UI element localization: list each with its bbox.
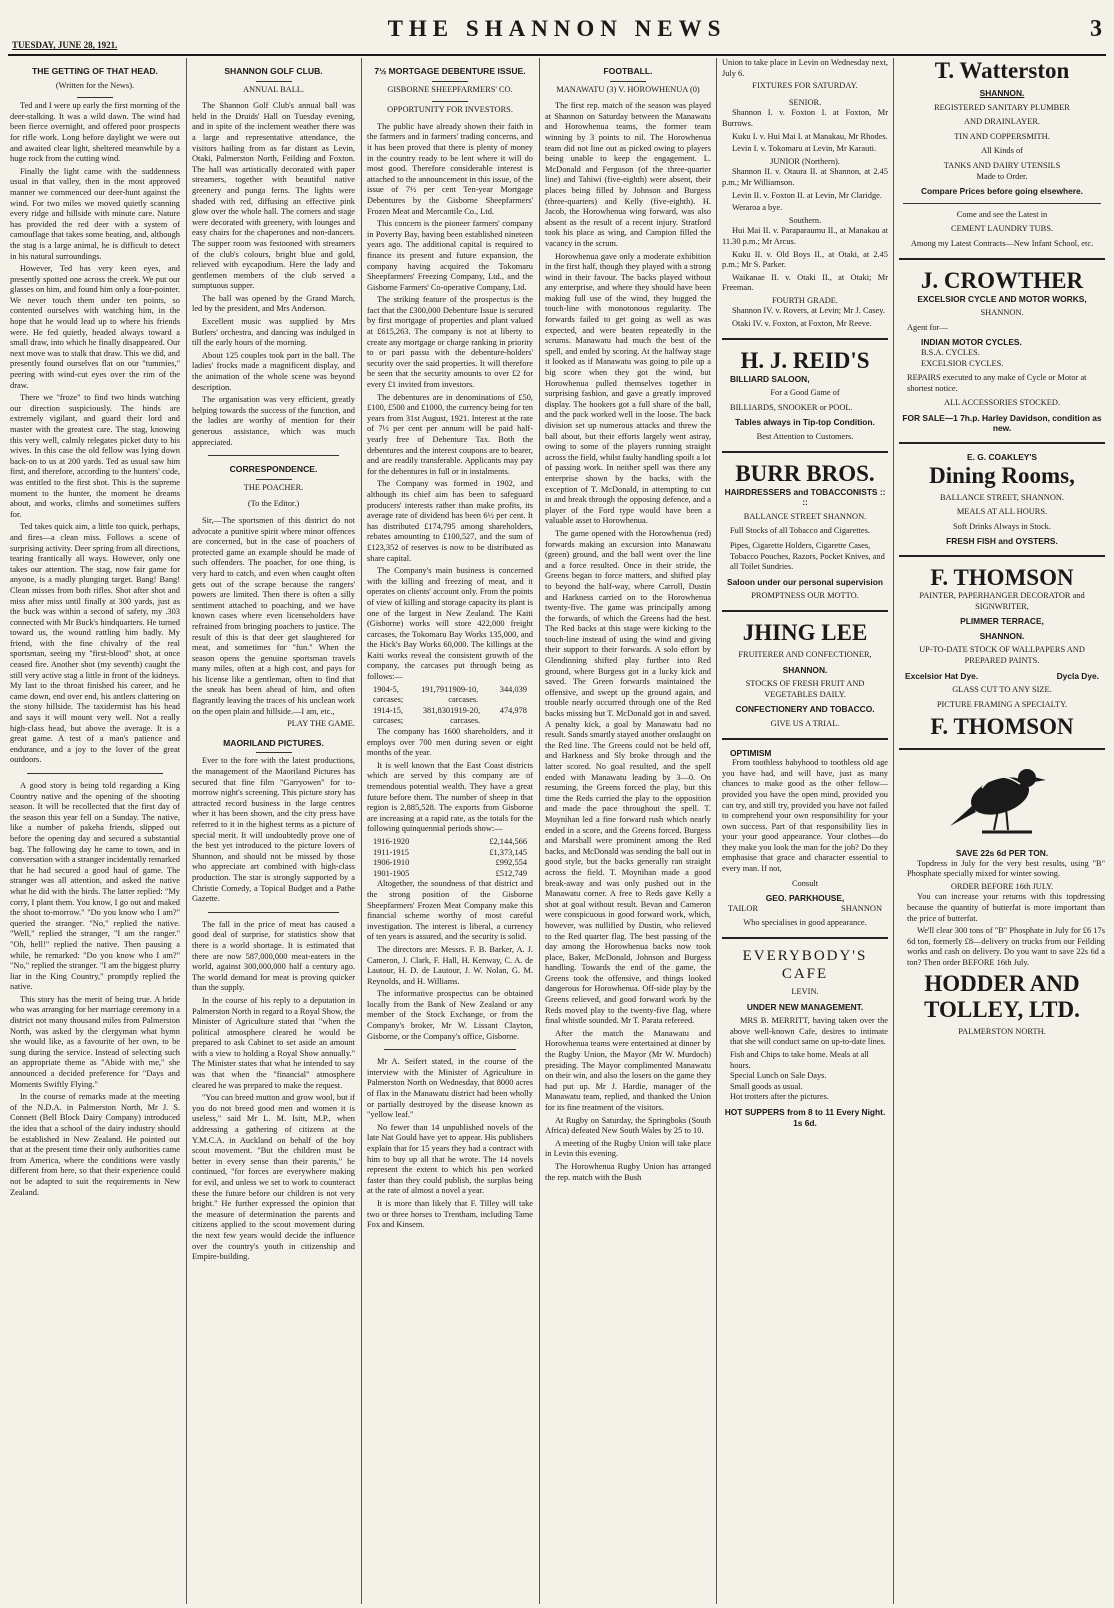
- ad-line: SHANNON.: [979, 630, 1025, 641]
- ad-line: Consult: [791, 878, 819, 888]
- ad-line: For a Good Game of: [770, 388, 840, 398]
- letter-signature: PLAY THE GAME.: [287, 719, 355, 729]
- ad-line: EXCELSIOR CYCLE AND MOTOR WORKS,: [917, 293, 1087, 304]
- ad-line: GIVE US A TRIAL.: [770, 718, 840, 728]
- paragraph: The Horowhenua Rugby Union has arranged the rep. match with the Bush: [545, 1161, 711, 1182]
- paragraph: The company has 1600 shareholders, and it employs over 700 men during seven or eight months of the year.: [367, 727, 533, 758]
- paragraph: A good story is being told regarding a King Country native and the opening of the shooting season. It will be recollected that the first day of the season this year fell on a Sunday. The native, like a number of pakeha friends, slipped out before the opening day and secured a substantial bag. The following day he came to town, and in conversation with a stranger incidentally remarked that he had secured a good haul of game. The stranger was all attention, and asked the native what he did with the birds. The latter replied: "My corry, I plant them. You know, I go out and maked the shoot to-morrow." "Do you know who I am?" queried the stranger. "No," replied the native. "Well," replied the stranger, "I am the ranger." "Oh, hell!" replied the native. Then pausing a while, he remarked: "Do you know who I am?" "No," replied the stranger. "I am the biggest plurry liar in the King Country," promptly replied the native.: [10, 781, 180, 992]
- column-2: [192, 58, 355, 1604]
- column-4: [545, 58, 711, 1604]
- ad-body: You can increase your returns with this topdressing because the quantity of butterfat is more important than the price of butterfat.: [907, 892, 1105, 923]
- paragraph: It is well known that the East Coast districts which are served by this company are of tremendous potential wealth. They have a great future before them. The number of sheep in that region is 2,885,528. The exports from Gisborne are increasing at a rapid rate, as the totals for the following quinquennial periods show:—: [367, 760, 533, 834]
- paragraph: Mr A. Seifert stated, in the course of the interview with the Minister of Agriculture in Palmerston North on Wednesday, that 8000 acres of flax in the Manawatu district had been wholly or partially destroyed by the disease known as "yellow leaf.": [367, 1057, 533, 1120]
- column-3: [367, 58, 533, 1604]
- ad-body: Topdress in July for the very best results, using "B" Phosphate specially mixed for winter sowing.: [907, 858, 1105, 879]
- ad-line: LEVIN.: [791, 987, 819, 997]
- paragraph: The organisation was very efficient, greatly helping towards the success of the function, and the ladies are worthy of mention for their generous assistance, which was much appreciated.: [192, 395, 355, 447]
- fixture: Weraroa a bye.: [732, 203, 783, 213]
- ad-line: PALMERSTON NORTH.: [958, 1026, 1046, 1036]
- crowther-ad: [899, 268, 1105, 435]
- grade-heading: FOURTH GRADE.: [771, 295, 839, 305]
- article-headline: 7½ MORTGAGE DEBENTURE ISSUE.: [374, 66, 526, 76]
- ad-line: Who specialises in good appearance.: [743, 918, 867, 928]
- column-rule: [186, 58, 187, 1604]
- masthead-rule: [8, 54, 1106, 56]
- bird-illustration-icon: [942, 758, 1062, 844]
- ad-line: Excelsior Hat Dye. Dycla Dye.: [905, 670, 1099, 681]
- ad-line: B.S.A. CYCLES.: [921, 347, 980, 357]
- advertiser-name: BURR BROS.: [735, 460, 875, 486]
- paragraph: Finally the light came with the suddenness usual in that valley, then in the most approved manner we commenced our deer-hunt against the wind. For two miles we moved quietly scanning every ridge and hillside with minute care. Nature has provided the red deer with a system of camouflage that takes some beating, and, although the stag is a large animal, he is difficult to detect in his natural surroundings.: [10, 166, 180, 261]
- ad-line: All Kinds of: [981, 146, 1023, 156]
- ad-rule: [722, 451, 888, 453]
- grade-heading: Southern.: [788, 215, 822, 225]
- ad-line: BILLIARD SALOON,: [730, 373, 810, 384]
- article-headline: SHANNON GOLF CLUB.: [224, 66, 323, 76]
- ad-line: Fish and Chips to take home. Meals at all hours.: [730, 1050, 869, 1070]
- ad-line: STOCKS OF FRESH FRUIT AND VEGETABLES DAILY.: [745, 679, 865, 699]
- ad-line: Pipes, Cigarette Holders, Cigarette Cases, Tobacco Pouches, Razors, Pocket Knives, and all Toilet Sundries.: [730, 541, 885, 572]
- divider: [903, 203, 1101, 204]
- divider: [256, 479, 292, 480]
- ad-line: Among my Latest Contracts—New Infant School, etc.: [910, 238, 1094, 248]
- paragraph: The striking feature of the prospectus is the fact that the £300,000 Debenture Issue is secured by first mortgage of properties and plant valued at £615,263. The company is not at liberty to create any mortgage or charge ranking in priority to or pari passu with the debenture-holders' security over the said properties. It will therefore be seen that the security amounts to over £2 for every £1 invited from investors.: [367, 295, 533, 390]
- paragraph: In the course of remarks made at the meeting of the N.D.A. in Palmerston North, Mr J. S. Connett (Bell Block Dairy Company) introduced the idea that a school of the dairy industry should be established in New Zealand. He pointed out that at the present time their only authorities came from America, where the conditions were vastly different from here, so that their experience could not be adapted to suit the requirements in New Zealand.: [10, 1092, 180, 1197]
- ad-body: MRS B. MERRITT, having taken over the above well-known Cafe, desires to intimate that she will conduct same on up-to-date lines.: [730, 1016, 888, 1047]
- ad-line: SHANNON.: [979, 88, 1025, 98]
- ad-line: Small goods as usual.: [730, 1081, 803, 1091]
- ad-line: HOT SUPPERS from 8 to 11 Every Night. 1s 6d.: [724, 1106, 886, 1128]
- paragraph: Excellent music was supplied by Mrs Butlers' orchestra, and dancing was indulged in till the early hours of the morning.: [192, 317, 355, 348]
- hodder-tolley-ad: [899, 758, 1105, 1037]
- ad-line: FOR SALE—1 7h.p. Harley Davidson, condition as new.: [902, 412, 1102, 434]
- ad-line: BILLIARDS, SNOOKER or POOL.: [730, 402, 853, 412]
- issue-date: TUESDAY, JUNE 28, 1921.: [12, 40, 118, 50]
- paragraph: It is more than likely that F. Tilley will take two or three horses to Trentham, including Tame Fox and Kinsem.: [367, 1198, 533, 1230]
- article-headline: MAORILAND PICTURES.: [223, 737, 324, 748]
- article-byline: (Written for the News).: [55, 80, 135, 90]
- paragraph: The first rep. match of the season was played at Shannon on Saturday between the Manawatu and Horowhenua teams, the former team winning by 3 points to nil. The Horowhenua team did not line out as picked owing to players being unable to keep the engagement. L. McDonald and Ferguson (of the three-quarter line) and Tahiwi (five-eighth) were absent, their places being filled by Johnson and Burgess (three-quarters) and Kelly (five-eighth). H. Jacob, the Horowhenua wing forward, was also absent as the result of a recent injury. Stratford took his place as wing, and Campion filled the vacancy in the scrum.: [545, 101, 711, 248]
- paragraph: Ever to the fore with the latest productions, the management of the Maoriland Pictures has secured that fine film "Garryowen" for to-morrow night's screening. This picture story has attracted record business in the large centres wher it has been shown, and the city press have referred to it in the highest terms as a picture of special merit. It will undoubtedly prove one of the best yet introduced to the picture lovers of Shannon, and should not be missed by those who appreciate art combined with high-class production. The star is strongly supported by a Christie Comedy, a Topical Budget and a Pathe Gazette.: [192, 756, 355, 904]
- paragraph: Ted takes quick aim, a little too quick, perhaps, and fires—a clean miss. Follows a scene of surprising activity. Deer spring from all directions, tearing frantically all ways. However, only one takes our attention. The stag, now fair game for anyone, is a madly plunging target. Bang! Bang! Clean misses from both rifles. Shot after shot and miss after miss until finally at 300 yards, just as the buck was within a second of safety, my .303 connected with Mr Buck's hindquarters. He turned toward us, the wound rattling him badly. My friend, with the fine chivalry of the real sportsman, seeing my "first-blood" shot, at once ceased fire. Another shot (my seventh) caught the still very active stag a little in front of the kidneys. My last to the throat finished his career, and he came down, end over end, his antlers clattering on the stony hillside. The taxidermist has his head and says it will mount very well. Not a really high-class head, but above the average. It is a great game. A test of a man's patience and endurance, and a joy to the lover of the great outdoors.: [10, 522, 180, 765]
- divider: [432, 81, 468, 82]
- divider: [77, 97, 113, 98]
- column-rule: [893, 58, 894, 1604]
- column-1: [10, 58, 180, 1604]
- paragraph: The ball was opened by the Grand March, led by the president, and Mrs Anderson.: [192, 293, 355, 314]
- grade-heading: JUNIOR (Northern).: [770, 156, 840, 166]
- killings-row: 1914-15, 381,830 carcases; 1919-20, 474,978 carcases.: [373, 705, 527, 726]
- divider: [208, 912, 338, 913]
- thomson-ad: [899, 565, 1105, 740]
- ad-line: REPAIRS executed to any make of Cycle or Motor at shortest notice.: [907, 373, 1087, 393]
- paragraph: However, Ted has very keen eyes, and presently spotted one across the creek. We put our glasses on him, and found him only a four-pointer. We never touch them under ten points, so contented ourselves with watching him, in the hope that he would lead up to where his friends were. He fed quietly, headed always toward a small draw, into which he finally disappeared. Our next move was to stalk that draw. This we did, and presently found ourselves flat on our "tummies," peering with wind-cut eyes over the rim of the draw.: [10, 264, 180, 390]
- ad-rule: [899, 748, 1105, 750]
- ad-line: TANKS AND DAIRY UTENSILS: [943, 160, 1061, 170]
- fixture: Kuku II. v. Old Boys II., at Otaki, at 2.45 p.m.; Mr S. Parker.: [722, 249, 888, 270]
- ad-line: Special Lunch on Sale Days.: [730, 1071, 827, 1081]
- advertiser-name: H. J. REID'S: [740, 347, 870, 373]
- exports-row: 1901-1905 £512,749: [373, 868, 527, 878]
- article-subhead: MANAWATU (3) V. HOROWHENUA (0): [556, 84, 700, 94]
- article-subhead: THE POACHER.: [243, 482, 304, 492]
- advertiser-name: F. THOMSON: [930, 565, 1074, 591]
- burr-bros-ad: [722, 461, 888, 602]
- ad-line: UP-TO-DATE STOCK OF WALLPAPERS AND PREPARED PAINTS.: [919, 645, 1085, 665]
- ad-line: ALL ACCESSORIES STOCKED.: [943, 398, 1061, 408]
- fixture: Waikanae II. v. Otaki II., at Otaki; Mr Freeman.: [722, 272, 888, 293]
- newspaper-title: THE SHANNON NEWS: [387, 16, 727, 41]
- fixture: Levin II. v. Foxton II. at Levin, Mr Claridge.: [732, 190, 882, 200]
- column-rule: [361, 58, 362, 1604]
- paragraph: This concern is the pioneer farmers' company in Poverty Bay, having been established nineteen years ago. The additional capital is required to finance its present and future expansion, the company having acquired the Tokomaru Sheepfarmers' Freezing Company, Ltd., and the Gisborne Farmers' Co-operative Company, Ltd.: [367, 219, 533, 292]
- ad-line: CONFECTIONERY AND TOBACCO.: [735, 704, 875, 715]
- ad-line: AND DRAINLAYER.: [964, 117, 1040, 127]
- ad-line: Hot trotters after the pictures.: [730, 1092, 829, 1102]
- ad-line: Soft Drinks Always in Stock.: [953, 521, 1051, 531]
- article-headline: CORRESPONDENCE.: [229, 464, 318, 475]
- paragraph: Ted and I were up early the first morning of the deer-stalking. It was a wild dawn. The wind had been fierce overnight, and offered poor prospects for rifle work. Long before daylight we were out and awaited clear light, sheltered meanwhile by a huge rock from the cutting wind.: [10, 101, 180, 164]
- ad-body: We'll clear 300 tons of "B" Phosphate in July for £6 17s 6d ton, formerly £8—delivery on trucks from our Feilding works and cash on delivery. Do you want to save 22s 6d a ton? Then order BEFORE 16th July.: [907, 926, 1105, 967]
- ad-rule: [722, 738, 888, 740]
- ad-line: Full Stocks of all Tobacco and Cigarettes.: [730, 526, 870, 536]
- article-subhead: ANNUAL BALL.: [242, 84, 305, 94]
- ad-rule: [899, 442, 1105, 444]
- paragraph: The Company's main business is concerned with the killing and freezing of meat, and it operates on clients' account only. From the points of view of killing and storage capacity its plant is one of the largest in New Zealand. The Kaiti (Gisborne) works will store 422,000 freight carcases, the Tokomaru Bay Works 135,000, and the Hick's Bay Works 60,000. The killings at the Kaiti works reveal the consistent growth of the company, the carcases put through being as follows:—: [367, 566, 533, 682]
- paragraph: In the course of his reply to a deputation in Palmerston North in regard to a Royal Show, the Minister of Agriculture stated that "when the political atmosphere cleared he would be prepared to ask Cabinet to set aside an amount with a view to holding a Royal Show annually." The Minister states that what he intended to say was that when the "financial" atmosphere cleared he was prepared to make the request.: [192, 995, 355, 1090]
- divider: [256, 752, 292, 753]
- divider: [256, 81, 292, 82]
- ad-line: MEALS AT ALL HOURS.: [956, 507, 1048, 517]
- ad-rule: [899, 258, 1105, 260]
- divider: [27, 773, 163, 774]
- ad-line: SHANNON.: [782, 664, 828, 675]
- divider: [432, 101, 468, 102]
- ad-line: Agent for—: [907, 322, 948, 332]
- fixture: Shannon II. v. Otaura II. at Shannon, at 2.45 p.m.; Mr Williamson.: [722, 167, 888, 187]
- paragraph: At Rugby on Saturday, the Springboks (South Africa) defeated New South Wales by 25 to 10.: [545, 1115, 711, 1136]
- advertiser-name: HODDER AND TOLLEY, LTD.: [924, 970, 1080, 1022]
- advertiser-name: J. CROWTHER: [920, 267, 1084, 293]
- ad-line: CEMENT LAUNDRY TUBS.: [951, 224, 1053, 234]
- ad-line: Come and see the Latest in: [956, 209, 1048, 219]
- exports-row: 1916-1920 £2,144,566: [373, 836, 527, 846]
- ad-line: TAILOR SHANNON: [728, 903, 882, 913]
- article-headline: FOOTBALL.: [603, 66, 653, 76]
- paragraph: This story has the merit of being true. A bride who was arranging for her marriage ceremony in a district not many thousand miles from Palmerston North, was asked by the clergyman what hymn she would like, as a favourite of her own, to be sung during the service. Instead of selecting such an appropriate theme as "Abide with me," she announced a decided preference for "Days and Moments Swiftly Flying.": [10, 994, 180, 1089]
- column-rule: [539, 58, 540, 1604]
- ad-line: SHANNON.: [980, 308, 1024, 318]
- paragraph: About 125 couples took part in the ball. The ladies' frocks made a magnificent display, and the animation of the whole scene was beyond description.: [192, 350, 355, 392]
- jhing-lee-ad: [722, 620, 888, 730]
- ad-line: GLASS CUT TO ANY SIZE.: [952, 685, 1052, 695]
- ad-line: TIN AND COPPERSMITH.: [954, 131, 1050, 141]
- paragraph: Sir,—The sportsmen of this district do not advocate a punitive spirit where minor offences are concerned, but in the case of poachers of protected game an example should be made of such offenders. The poacher, for one thing, is very hard to catch, and even when caught often gets out of the scrape because the rangers' powers are limited. Then there is often a silly sentiment attached to poaching, and we have known cases where even licenseholders have refrained from bringing poachers to justice. The result of this is that deer get slaughtered for meat, and sometimes for "fun." When the season opens the genuine sportsman travels many miles, often at a high cost, and pays for his license like a gentleman, often to find that the sneak has been ahead of him, and often flagrantly leaving the traces of his unclean work on the open plain and hillside.—I am, etc.,: [192, 515, 355, 716]
- ad-line: Compare Prices before going elsewhere.: [921, 186, 1083, 197]
- ad-line: GEO. PARKHOUSE,: [765, 893, 845, 904]
- ad-line: Best Attention to Customers.: [756, 432, 854, 442]
- paragraph: The fall in the price of meat has caused a good deal of surprise, for statistics show that there is a world shortage. It is estimated that there are now 587,000,000 meat-eaters in the world, against 300,000,000 half a century ago. The world demand for meat is proving quicker than the supply.: [192, 919, 355, 993]
- fixture: Otaki IV. v. Foxton, at Foxton, Mr Reeve.: [732, 319, 872, 329]
- ad-rule: [722, 937, 888, 939]
- ad-line: Saloon under our personal supervision: [727, 576, 883, 587]
- paragraph: Altogether, the soundness of that district and the strong position of the Gisborne Sheepfarmers' Frozen Meat Company make this financial scheme worthy of most careful investigation. The interest is liberal, a currency of ten years is assured, and the security is solid.: [367, 879, 533, 942]
- ad-line: INDIAN MOTOR CYCLES.: [921, 337, 1022, 348]
- article-note: (To the Editor.): [247, 499, 300, 509]
- advertiser-name: JHING LEE: [742, 619, 868, 645]
- ad-line: SAVE 22s 6d PER TON.: [955, 847, 1049, 858]
- grade-heading: SENIOR.: [788, 97, 822, 107]
- optimism-ad: [722, 748, 888, 930]
- article-headline: THE GETTING OF THAT HEAD.: [32, 66, 158, 76]
- ad-line: UNDER NEW MANAGEMENT.: [746, 1001, 864, 1012]
- everybodys-cafe-ad: [722, 947, 888, 1128]
- column-6: [899, 58, 1105, 1604]
- divider: [208, 455, 338, 456]
- ad-line: PAINTER, PAPERHANGER DECORATOR and SIGNWRITER,: [919, 591, 1085, 611]
- advertiser-name: Dining Rooms,: [929, 462, 1075, 488]
- ad-line: BALLANCE STREET, SHANNON.: [939, 492, 1065, 502]
- ad-line: ORDER BEFORE 16th JULY.: [950, 881, 1054, 891]
- ad-rule: [722, 338, 888, 340]
- ad-rule: [722, 610, 888, 612]
- paragraph: There we "froze" to find two hinds watching our direction suspiciously. The hinds are extremely vigilant, and guard their lord and master with the greatest care. The stag, knowing this very well, calmly relegates picket duty to his wives. In this case the old fellow was lying down back-on to us at 200 yards. Ted as usual saw him first, and therefore, according to the hunters' code, was entitled to the first shot. This is the supreme moment to the hunter, the moment he dreams about, and works, climbs and sometimes suffers for.: [10, 393, 180, 519]
- article-subhead: OPPORTUNITY FOR INVESTORS.: [387, 105, 513, 115]
- reid-billiards-ad: [722, 348, 888, 443]
- paragraph: The directors are: Messrs. F. B. Barker, A. J. Cameron, J. Clark, F. Hall, H. Kenway, C. A. de Lautour, H. D. de Lautour, J. W. Nolan, G. M. Reynolds, and H. Williams.: [367, 944, 533, 986]
- paragraph: The Shannon Golf Club's annual ball was held in the Druids' Hall on Tuesday evening, and in spite of the inclement weather there was a large and representative attendance, the visitors hailing from as far distant as Levin, Otaki, Palmerston North, Feilding and Foxton. The hall was artistically decorated with paper streamers, together with beautiful native greenery and punga ferns. The lights were shaded with red, diffusing an effective pink glow over the whole hall. The corners and stage were decorated with greenery, with lounges and easy chairs for the chaperones and non-dancers. The supper room was festooned with streamers of the club's colours, bright blue and gold, relieved with eycapodium. Here the lady and gentlemen members of the club served a sumptuous supper.: [192, 101, 355, 291]
- ad-line: PROMPTNESS OUR MOTTO.: [751, 591, 859, 601]
- ad-body: From toothless babyhood to toothless old age you have had, and will have, just as many chances to make good as the other fellow—provided you have the open mind, provided you can try, and still try, provided you have not failed to comprehend your own responsibility for your own success. Part of that responsibility lies in your your good appearance. Your clothes—do they make you look the man for the job? Do they emphasise that grace and character essential to every man. If not,: [722, 758, 888, 874]
- fixture: Shannon I. v. Foxton I. at Foxton, Mr Burrows.: [722, 108, 888, 128]
- ad-rule: [899, 555, 1105, 557]
- ad-line: Made to Order.: [976, 171, 1028, 181]
- paragraph: "You can breed mutton and grow wool, but if you do not breed good men and women it is useless," said Mr L. M. Isitt, M.P., when addressing a gathering of citizens at the Y.M.C.A. in Auckland on behalf of the boy scout movement. "But the children must be better in every sense than their parents," he continued, "for forces are everywhere making for evil, and unless we set to work to counteract these the future before our children is not very bright." He further expressed the opinion that the measure of determination the parents and citizens applied to the scout movement during the next few years would decide the influence over the country's youth in citizenship and Empire-building.: [192, 1093, 355, 1262]
- article-subhead: GISBORNE SHEEPFARMERS' CO.: [387, 84, 513, 94]
- ad-line: FRESH FISH and OYSTERS.: [946, 536, 1058, 547]
- exports-row: 1911-1915 £1,373,145: [373, 847, 527, 857]
- paragraph: The public have already shown their faith in the farmers and in farmers' trading concerns, and it has been proved that there is plenty of money in the country ready to be lent where it will do most good. Therefore considerable interest is attached to the announcement in this issue, of the issue of 7½ per cent Ten-year Mortgage Debentures by the Gisborne Sheepfarmers' Frozen Meat and Mercantile Co., Ltd.: [367, 121, 533, 216]
- paragraph: The Company was formed in 1902, and although its chief aim has been to safeguard producers' interests rather than make profits, its average rate of dividend has been 6½ per cent. It has distributed £174,795 among shareholders, rebates amounting to £100,527, and the sum of £123,352 of reserves is now to be distributed as share capital.: [367, 479, 533, 563]
- paragraph: The debentures are in denominations of £50, £100, £500 and £1000, the currency being for ten years from 31st August, 1921. Interest at the rate of 7½ per cent per annum will be paid half-yearly free of Debenture Tax. Both the debentures and the interest coupons are to bearer, and are readily transferable. Applicants may pay for the debentures in full or in instalments.: [367, 392, 533, 476]
- page-number: 3: [1090, 16, 1102, 42]
- fixture: Levin I. v. Tokomaru at Levin, Mr Karauti.: [732, 144, 877, 154]
- paragraph: The informative prospectus can be obtained locally from the Bank of New Zealand or any member of the Stock Exchange, or from the Company's broker, Mr W. Lissant Clayton, Gisborne, or the Company's office, Gisborne.: [367, 989, 533, 1041]
- fixture: Shannon IV. v. Rovers, at Levin; Mr J. Casey.: [732, 306, 885, 316]
- ad-line: REGISTERED SANITARY PLUMBER: [934, 102, 1070, 112]
- fixture: Kuku I. v. Hui Mai I. at Manakau, Mr Rhodes.: [732, 131, 888, 141]
- fixtures-heading: FIXTURES FOR SATURDAY.: [752, 81, 858, 91]
- paragraph: No fewer than 14 unpublished novels of the late Nat Gould have yet to appear. His publishers explain that for 15 years they had a contract with him to buy up all that he wrote. The 14 novels represent the extent to which his pen worked faster than they could publish, the surplus being at the rate of almost a novel a year.: [367, 1122, 533, 1196]
- column-rule: [716, 58, 717, 1604]
- divider: [384, 1049, 517, 1050]
- ad-heading: OPTIMISM: [730, 747, 772, 758]
- advertiser-name: T. Watterston: [934, 58, 1070, 83]
- coakley-ad: [899, 452, 1105, 547]
- ad-line: PICTURE FRAMING A SPECIALTY.: [936, 699, 1068, 709]
- paragraph: Union to take place in Levin on Wednesday next, July 6.: [722, 58, 888, 78]
- ad-line: EXCELSIOR CYCLES.: [921, 358, 1004, 368]
- paragraph: A meeting of the Rugby Union will take place in Levin this evening.: [545, 1138, 711, 1159]
- watterston-ad: [899, 58, 1105, 250]
- advertiser-name: EVERYBODY'S CAFE: [742, 948, 868, 983]
- paragraph: Horowhenua gave only a moderate exhibition in the first half, though they played with a strong wind in their favour. The backs played without any enterprise, and where they should have been making full use of the wind, they hugged the touch-line with monotonous regularity. The forwards failed to get going as well as was expected, and were beaten repeatedly in the scrums. Manawatu had much the best of the spell, and ended by scoring. At the halfway stage it looked as if Manawatu was going to pile up a big score when they got the wind, but Horowhenua pulled themselves together in surprising fashion, and gave a greatly improved display. The hookers got a full share of the ball, and the pack worked well in the loose. The back division set up numerous attacks and threw the ball about, but their efforts largely went astray, owing to some of the players running straight across the field, whilst faulty handling spoilt a lot of passing work. In neither spell was there any enterprise shown by the backs, with the exception of T. McDonald, in attempting to cut in and break through the opposing defence, and a player of the Ford type would have been a valuable asset to Horowhenua.: [545, 251, 711, 526]
- column-5: [722, 58, 888, 1604]
- ad-line: Tables always in Tip-top Condition.: [735, 417, 875, 428]
- ad-line: BALLANCE STREET SHANNON.: [743, 511, 867, 521]
- ad-line: HAIRDRESSERS and TOBACCONISTS :: ::: [724, 486, 886, 508]
- exports-row: 1906-1910 £992,554: [373, 858, 527, 868]
- ad-line: FRUITERER AND CONFECTIONER,: [738, 649, 872, 659]
- killings-row: 1904-5, 191,791 carcases; 1909-10, 344,039 carcases.: [373, 684, 527, 705]
- paragraph: After the match the Manawatu and Horowhenua teams were entertained at dinner by the Rugby Union, the Mayor (Mr W. Murdoch) presiding. The Mayor complimented Manawatu on their win, and also the losers on the game they had put up. Mr J. Hardie, manager of the Manawatu team, replied, and thanked the Union for its fine treatment of the visitors.: [545, 1028, 711, 1112]
- advertiser-name: F. THOMSON: [930, 714, 1074, 740]
- divider: [610, 81, 646, 82]
- paragraph: The game opened with the Horowhenua (red) forwards making an excursion into Manawatu (green) ground, and the ball went over the line and a force resulted. Once in their stride, the Greens began to force matters, and shifted play to beyond the half-way, where Carroll, Dustin and Harkness carried on to the Horowhenua twenty-five. The game was principally among the forwards, of which the Greens had the best. The Red backs at this stage were kicking to the touch-line instead of using the wind and giving their support to their forwards. A solo effort by Glendinning shifted play further into Red ground, where Burgess got in a lucky kick and saved. The Green forwards maintained the offensive, and swept up the ground again, and trouble nearly occurred through one of the Red backs missing but T. McDonald got in and saved. A penalty kick, a goal by Manawatu had no result. Sands smartly stayed another onslaught on the Red line. The Greens could not be held off, and Harkness and Sly broke through and the latter scored. No goal resulted, and the spell ended with Manawatu leading by 3—0. On resuming, the Greens forced the play, but this time the Reds carried the play to the opposition and made the pace throughout the spell. T. Moynihan led a fine forward rush which nearly ended in a score, and the Greens forced. Burgess and Marshall were prominent among the Red backs, and McDonald was sending the ball out in good style, but the backs generally ran straight across the field. T. Moynihan made a good break-away and was only pushed out in the Manawatu corner. A free to Reds gave Kelly a shot at goal without result. Bevan and Cameron were conspicuous in good forward work, which, however, was nullified by Dustin, who relieved to the Red quarter flag. The best passing of the day among the Horowhenua backs now took place, Baker, McDonald, Johnson and Burgess handling. Towards the end of the game, the Greens took the offensive, and things looked dangerous for Horowhenua. Off-side play by the Greens relieved, and good forward work by the Reds moved play to the twenty-five flag, where final whistle sounded. Mr T. Parata refereed.: [545, 528, 711, 1026]
- masthead: [0, 0, 1114, 56]
- ad-line: PLIMMER TERRACE,: [960, 616, 1044, 627]
- ad-line: E. G. COAKLEY'S: [967, 452, 1037, 463]
- fixture: Hui Mai II. v. Paraparaumu II., at Manakau at 11.30 p.m.; Mr Arcus.: [722, 226, 888, 246]
